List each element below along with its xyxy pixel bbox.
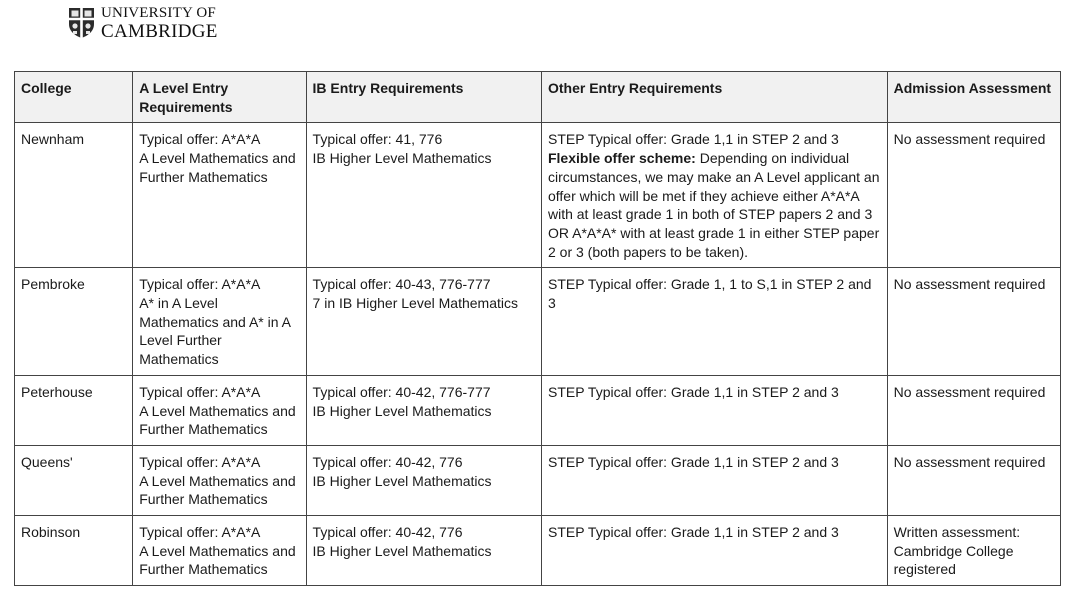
cell-line: Typical offer: 40-42, 776	[312, 524, 463, 541]
cell-line: Typical offer: A*A*A	[139, 383, 261, 400]
cell-line: Mathematics	[139, 351, 219, 368]
cell-line: Typical offer: 41, 776	[312, 131, 443, 148]
cell-other: STEP Typical offer: Grade 1,1 in STEP 2 and 3	[541, 445, 887, 515]
cell-ib	[306, 375, 541, 445]
flexible-offer-text: Depending on individual circumstances, we may make an A Level applicant an offer which will be met if they achieve either A*A*A with at least grade 1 in both of STEP papers 2 and 3 OR A*A*A* with at least grade 1 in either STEP paper 2 or 3 (both papers to be taken).	[547, 150, 880, 260]
cell-ib	[306, 445, 541, 515]
cell-line: IB Higher Level Mathematics	[312, 472, 492, 489]
cell-line: Further Mathematics	[139, 421, 268, 438]
table-row-robinson	[15, 516, 1061, 586]
cell-line: Further Mathematics	[139, 561, 268, 578]
cell-line: Cambridge College	[893, 542, 1014, 559]
logo-line-cambridge: CAMBRIDGE	[101, 20, 218, 42]
cell-line: A Level Mathematics and	[139, 472, 296, 489]
table-row-peterhouse	[15, 375, 1061, 445]
cell-a-level	[133, 516, 306, 586]
cell-college: Queens'	[15, 445, 133, 515]
cell-other: STEP Typical offer: Grade 1,1 in STEP 2 and 3	[541, 516, 887, 586]
cell-college: Robinson	[15, 516, 133, 586]
cell-assessment: No assessment required	[887, 375, 1060, 445]
cell-ib	[306, 268, 541, 376]
flexible-offer-label: Flexible offer scheme:	[547, 150, 696, 167]
cell-college: Peterhouse	[15, 375, 133, 445]
cell-assessment	[887, 516, 1060, 586]
column-header-assessment: Admission Assessment	[887, 72, 1060, 123]
cell-other: STEP Typical offer: Grade 1,1 in STEP 2 and 3	[541, 375, 887, 445]
cell-line: Further Mathematics	[139, 491, 268, 508]
cell-line: Written assessment:	[893, 524, 1021, 541]
column-header-ib: IB Entry Requirements	[306, 72, 541, 123]
table-row-queens	[15, 445, 1061, 515]
cell-line: Mathematics and A* in A	[139, 313, 291, 330]
column-header-other: Other Entry Requirements	[541, 72, 887, 123]
cell-ib	[306, 516, 541, 586]
cell-line: A Level Mathematics and	[139, 542, 296, 559]
cell-line: Typical offer: 40-42, 776-777	[312, 383, 491, 400]
logo-wordmark	[101, 6, 218, 41]
cell-a-level	[133, 445, 306, 515]
cell-line: A* in A Level	[139, 295, 218, 312]
cell-assessment: No assessment required	[887, 445, 1060, 515]
cell-other: STEP Typical offer: Grade 1, 1 to S,1 in STEP 2 and 3	[541, 268, 887, 376]
cell-assessment: No assessment required	[887, 123, 1060, 268]
entry-requirements-table	[14, 71, 1061, 586]
table-row-pembroke	[15, 268, 1061, 376]
column-header-college: College	[15, 72, 133, 123]
cell-line: Typical offer: A*A*A	[139, 524, 261, 541]
university-logo	[68, 6, 218, 40]
cell-a-level	[133, 123, 306, 268]
cell-assessment: No assessment required	[887, 268, 1060, 376]
cell-line: STEP Typical offer: Grade 1,1 in STEP 2 and 3	[547, 131, 839, 148]
cell-line: A Level Mathematics and	[139, 150, 296, 167]
cell-line: Typical offer: 40-43, 776-777	[312, 276, 491, 293]
column-header-a-level: A Level Entry Requirements	[133, 72, 306, 123]
cell-other	[541, 123, 887, 268]
cell-a-level	[133, 375, 306, 445]
cell-line: A Level Mathematics and	[139, 402, 296, 419]
cell-line: IB Higher Level Mathematics	[312, 402, 492, 419]
cell-line: Typical offer: 40-42, 776	[312, 453, 463, 470]
cell-line: IB Higher Level Mathematics	[312, 542, 492, 559]
logo-line-university-of: UNIVERSITY OF	[101, 4, 216, 21]
cell-a-level	[133, 268, 306, 376]
cell-line: Level Further	[139, 332, 222, 349]
cell-line: Typical offer: A*A*A	[139, 276, 261, 293]
university-crest-icon	[68, 7, 95, 39]
cell-line: IB Higher Level Mathematics	[312, 150, 492, 167]
cell-line: registered	[893, 561, 956, 578]
table-header-row	[15, 72, 1061, 123]
cell-college: Newnham	[15, 123, 133, 268]
cell-line: Typical offer: A*A*A	[139, 453, 261, 470]
table-row-newnham	[15, 123, 1061, 268]
cell-line: 7 in IB Higher Level Mathematics	[312, 295, 518, 312]
cell-line: Further Mathematics	[139, 168, 268, 185]
cell-line: Typical offer: A*A*A	[139, 131, 261, 148]
cell-ib	[306, 123, 541, 268]
cell-college: Pembroke	[15, 268, 133, 376]
